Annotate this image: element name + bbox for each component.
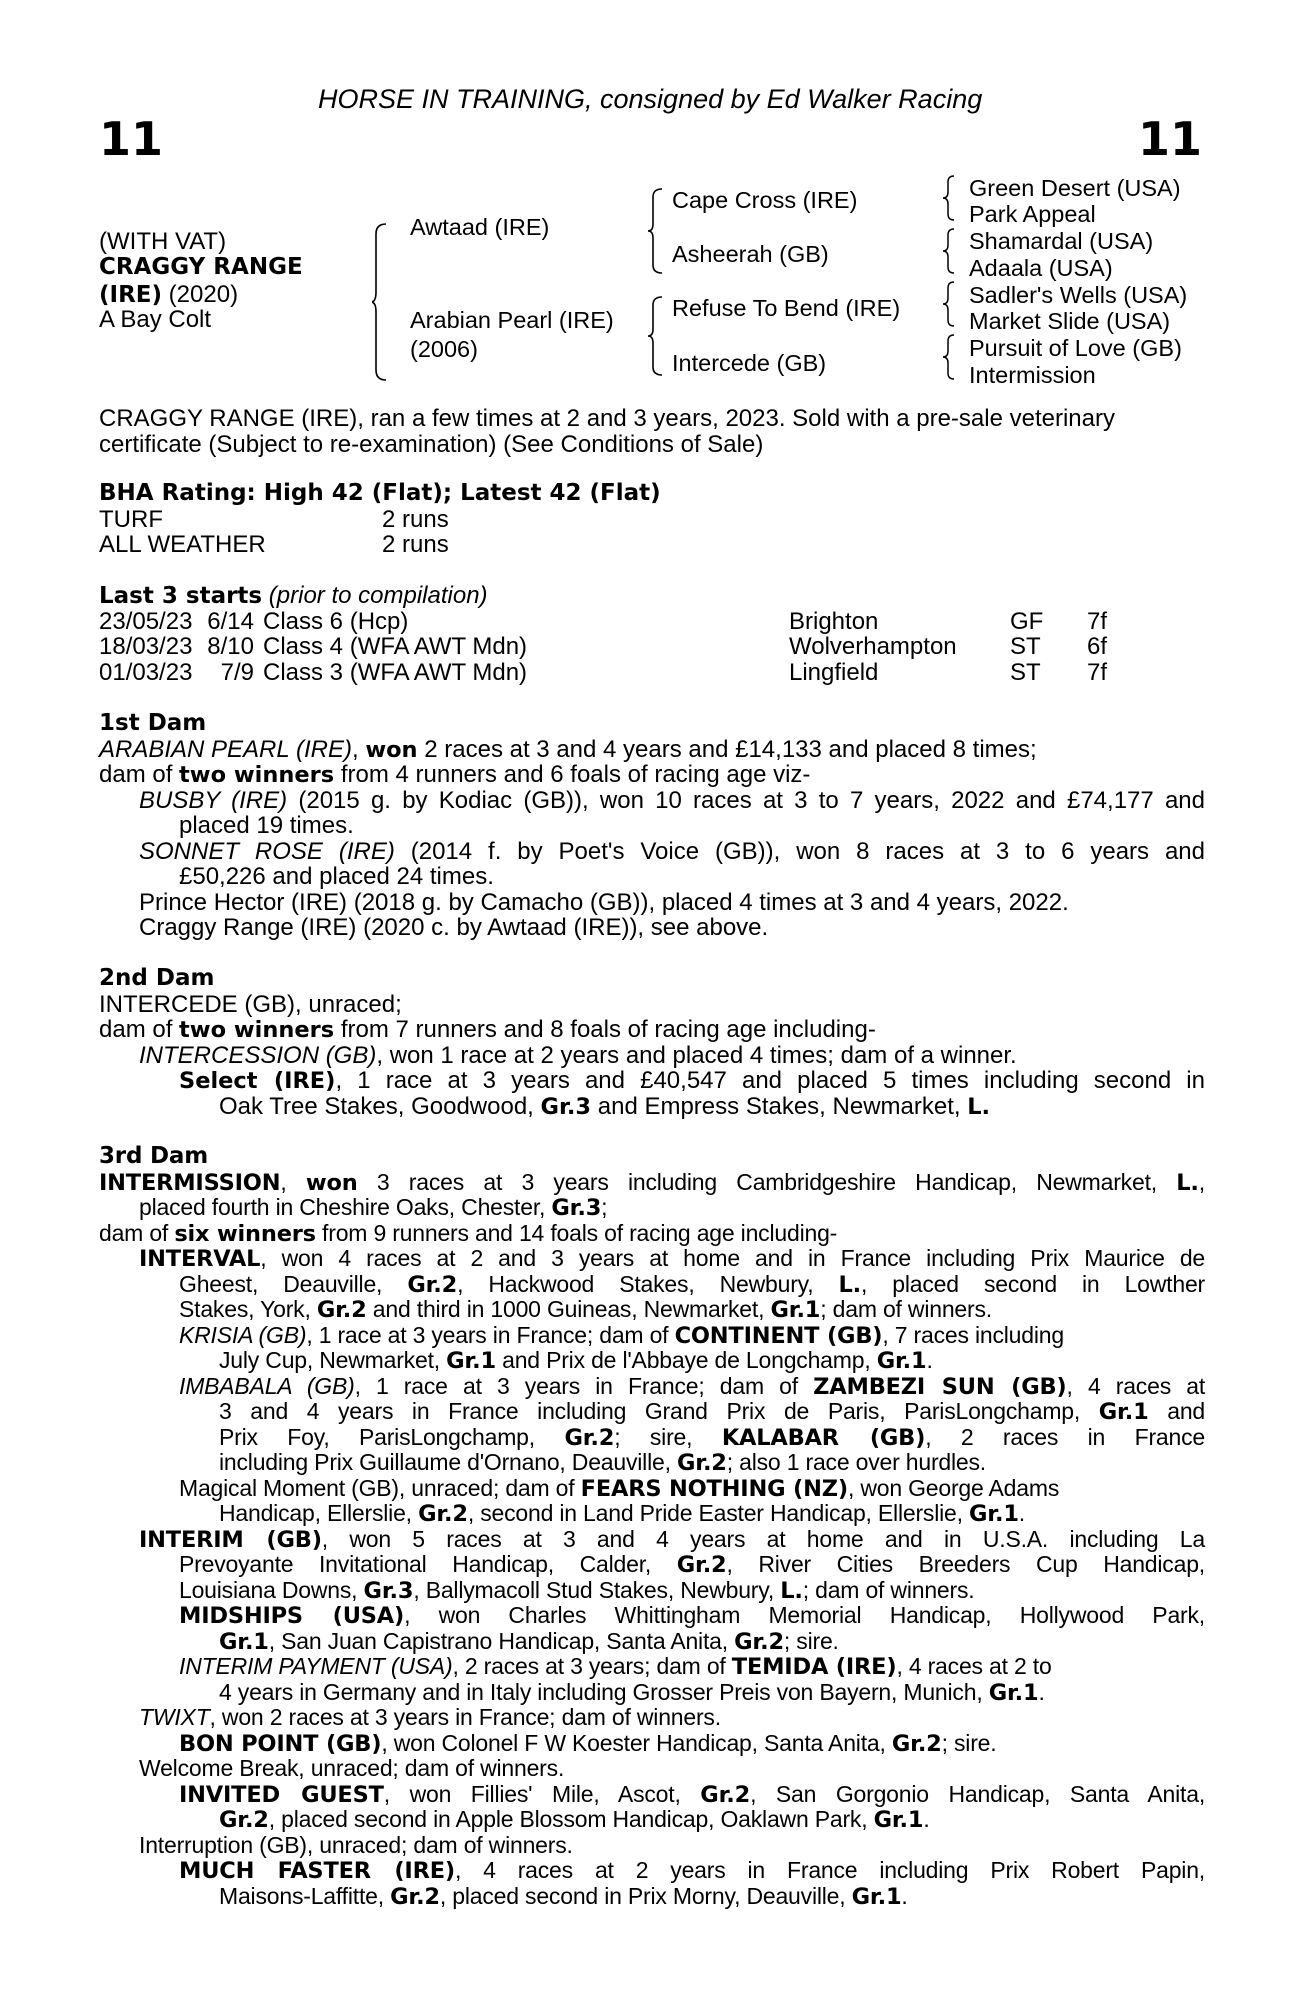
text-line xyxy=(99,1501,1205,1527)
start-course: Lingfield xyxy=(789,658,879,686)
text: , won 2 races at 3 years in France; dam of winners. xyxy=(209,1704,721,1730)
start-going: ST xyxy=(1010,658,1041,686)
text: Interruption (GB), unraced; dam of winners. xyxy=(139,1831,573,1858)
text: 4 years in Germany and in Italy including Grosser Preis von Bayern, Munich, xyxy=(219,1678,989,1705)
text: ; sire. xyxy=(783,1627,839,1654)
bold-text: L. xyxy=(780,1577,803,1604)
sire-parents-brace xyxy=(648,187,666,275)
bold-text: Gr.2 xyxy=(734,1628,784,1655)
text: Oak Tree Stakes, Goodwood, xyxy=(219,1092,541,1120)
horse-year: (2020) xyxy=(162,281,239,308)
text: , 4 races at 2 to xyxy=(896,1653,1052,1679)
text-line xyxy=(99,1654,1205,1680)
bold-text: Gr.2 xyxy=(390,1883,440,1910)
bold-text: Gr.2 xyxy=(676,1552,727,1578)
bha-rating-heading: BHA Rating: High 42 (Flat); Latest 42 (Flat) xyxy=(99,480,661,506)
bold-text: L. xyxy=(1176,1169,1199,1196)
text: . xyxy=(1038,1678,1045,1705)
vat-note: (WITH VAT) xyxy=(99,228,227,255)
text: Stakes, York, xyxy=(179,1296,317,1322)
bold-text: Gr.1 xyxy=(446,1348,496,1374)
italic-text: TWIXT xyxy=(139,1704,210,1730)
italic-text: KRISIA (GB) xyxy=(179,1321,307,1348)
text-line xyxy=(99,864,1205,890)
text-line xyxy=(99,1348,1205,1374)
bold-text: Gr.1 xyxy=(873,1807,924,1833)
text: . xyxy=(923,1806,930,1832)
text-line xyxy=(99,737,1205,763)
text: , placed second in Prix Morny, Deauville, xyxy=(439,1882,852,1909)
bold-text: L. xyxy=(838,1271,862,1298)
text: , 1 race at 3 years in France; dam of xyxy=(306,1321,675,1348)
bold-text: six winners xyxy=(174,1220,316,1247)
text: from 4 runners and 6 foals of racing age viz- xyxy=(334,761,811,788)
text: , won Fillies' Mile, Ascot, xyxy=(383,1780,701,1807)
text: ; dam of winners. xyxy=(802,1576,975,1603)
start-dist: 6f xyxy=(1087,633,1108,660)
text: , xyxy=(351,735,366,763)
text: ; sire. xyxy=(941,1729,997,1756)
start-class: Class 3 (WFA AWT Mdn) xyxy=(263,658,528,686)
italic-text: SONNET ROSE (IRE) xyxy=(139,837,395,865)
start-course: Wolverhampton xyxy=(789,633,957,660)
text: July Cup, Newmarket, xyxy=(219,1347,447,1373)
text: 3 races at 3 years including Cambridgeshire Handicap, Newmarket, xyxy=(357,1168,1177,1195)
start-row xyxy=(99,634,1127,660)
bold-text: Gr.1 xyxy=(988,1679,1039,1706)
text: 2 races at 3 and 4 years and £14,133 and placed 8 times; xyxy=(417,735,1037,763)
text: . xyxy=(1018,1500,1025,1526)
text-line xyxy=(99,1705,1205,1731)
italic-text: IMBABALA (GB) xyxy=(179,1372,355,1399)
text: INTERCEDE (GB), unraced; xyxy=(99,990,402,1018)
gen3-7: Pursuit of Love (GB) xyxy=(969,335,1182,361)
text-line xyxy=(99,992,1205,1018)
text-line xyxy=(99,1297,1205,1323)
text-line xyxy=(99,1578,1205,1604)
bold-text: ZAMBEZI SUN (GB) xyxy=(813,1373,1067,1400)
bold-text: FEARS NOTHING (NZ) xyxy=(580,1475,848,1502)
text-line xyxy=(99,1425,1205,1451)
italic-text: ARABIAN PEARL (IRE) xyxy=(99,735,352,763)
text: , 4 races at xyxy=(1066,1372,1206,1399)
horse-name: CRAGGY RANGE xyxy=(99,254,303,280)
text-line xyxy=(99,1399,1205,1425)
text-line xyxy=(99,1782,1205,1808)
bold-text: BON POINT (GB) xyxy=(179,1730,382,1757)
text: , 4 races at 2 years in France including Prix Robert Papin, xyxy=(454,1857,1205,1883)
italic-text: INTERCESSION (GB) xyxy=(139,1041,377,1069)
text: and third in 1000 Guineas, Newmarket, xyxy=(366,1296,771,1322)
text-line xyxy=(99,1017,1205,1043)
brace-intercede xyxy=(943,333,957,381)
rating-row xyxy=(99,507,1205,533)
text-line xyxy=(99,1221,1205,1247)
text-line xyxy=(99,1884,1205,1910)
text-line xyxy=(99,1552,1205,1578)
horse-origin-year xyxy=(99,282,238,309)
grandsire-sire: Cape Cross (IRE) xyxy=(672,187,858,213)
bold-text: Gr.1 xyxy=(770,1297,821,1323)
text: , placed second in Apple Blossom Handicap, Oaklawn Park, xyxy=(268,1806,874,1832)
horse-country: (IRE) xyxy=(99,282,163,308)
text: placed 19 times. xyxy=(179,812,354,839)
text: and Empress Stakes, Newmarket, xyxy=(591,1092,968,1120)
text-line xyxy=(99,1833,1205,1859)
text: , xyxy=(1198,1168,1205,1195)
lot-number-left: 11 xyxy=(99,112,164,166)
bold-text: TEMIDA (IRE) xyxy=(731,1654,897,1680)
text: and xyxy=(1148,1398,1206,1424)
text-line xyxy=(99,839,1205,865)
text: Prince Hector (IRE) (2018 g. by Camacho (GB)), placed 4 times at 3 and 4 years, 2022. xyxy=(139,888,1069,916)
horse-description: A Bay Colt xyxy=(99,306,212,333)
second-dam-section xyxy=(99,966,1205,1119)
text-line xyxy=(99,1450,1205,1476)
text: ; dam of winners. xyxy=(820,1296,992,1322)
start-pos: 6/14 xyxy=(207,607,254,635)
text: Magical Moment (GB), unraced; dam of xyxy=(179,1474,581,1501)
text: ; also 1 race over hurdles. xyxy=(726,1449,986,1475)
bold-text: KALABAR (GB) xyxy=(721,1424,926,1451)
text-line xyxy=(99,762,1205,788)
text: , won 5 races at 3 and 4 years at home and in U.S.A. including La xyxy=(321,1525,1205,1552)
start-dist: 7f xyxy=(1087,658,1108,686)
bold-text: Select (IRE) xyxy=(179,1068,336,1094)
text: Craggy Range (IRE) (2020 c. by Awtaad (IRE)), see above. xyxy=(139,914,769,941)
bold-text: Gr.2 xyxy=(219,1807,269,1833)
text-line xyxy=(99,1476,1205,1502)
bold-text: Gr.1 xyxy=(969,1501,1019,1527)
start-date: 01/03/23 xyxy=(99,658,193,686)
bold-text: two winners xyxy=(179,762,335,788)
summary-line: CRAGGY RANGE (IRE), ran a few times at 2 and 3 years, 2023. Sold with a pre-sale veterinary xyxy=(99,405,1115,432)
bold-text: Gr.1 xyxy=(1098,1399,1149,1425)
text: Gheest, Deauville, xyxy=(179,1270,408,1297)
text: , xyxy=(280,1168,306,1195)
bold-text: Gr.3 xyxy=(363,1577,414,1604)
text: . xyxy=(926,1347,933,1373)
italic-text: BUSBY (IRE) xyxy=(139,786,288,814)
granddam-dam: Intercede (GB) xyxy=(672,350,827,376)
bold-text: Gr.2 xyxy=(316,1297,367,1323)
bold-text: INTERVAL xyxy=(139,1246,261,1272)
text: dam of xyxy=(99,1016,180,1043)
lot-number-right: 11 xyxy=(1137,112,1202,166)
brace-asheerah xyxy=(943,227,957,275)
summary-line: certificate (Subject to re-examination) (See Conditions of Sale) xyxy=(99,430,764,458)
text-line xyxy=(99,1858,1205,1884)
text: , 2 races in France xyxy=(925,1423,1205,1450)
grandsire-dam: Refuse To Bend (IRE) xyxy=(672,295,901,321)
rating-surface: ALL WEATHER xyxy=(99,531,266,558)
text: including Prix Guillaume d'Ornano, Deauville, xyxy=(219,1449,677,1475)
bold-text: Gr.2 xyxy=(407,1271,458,1298)
text-line xyxy=(99,1323,1205,1349)
text-line xyxy=(99,1731,1205,1757)
bold-text: Gr.3 xyxy=(540,1093,592,1120)
dam-parents-brace xyxy=(648,295,666,377)
text-line xyxy=(99,1374,1205,1400)
brace-refuse-to-bend xyxy=(943,280,957,328)
dam-name: Arabian Pearl (IRE) xyxy=(410,307,614,333)
bha-rating-section xyxy=(99,481,1205,558)
text: ; sire, xyxy=(614,1423,722,1450)
bold-text: MUCH FASTER (IRE) xyxy=(179,1858,455,1884)
bold-text: Gr.2 xyxy=(891,1730,942,1757)
text: (2015 g. by Kodiac (GB)), won 10 races at 3 to 7 years, 2022 and £74,177 and xyxy=(287,786,1205,814)
text: . xyxy=(901,1882,908,1909)
bold-text: CONTINENT (GB) xyxy=(674,1322,883,1349)
bold-text: INTERMISSION xyxy=(99,1169,281,1196)
text: £50,226 and placed 24 times. xyxy=(179,863,494,890)
start-date: 23/05/23 xyxy=(99,607,193,635)
text-line xyxy=(99,1170,1205,1196)
text: , won 1 race at 2 years and placed 4 times; dam of a winner. xyxy=(376,1041,1017,1069)
text: ; xyxy=(601,1194,608,1220)
text: , River Cities Breeders Cup Handicap, xyxy=(726,1551,1205,1577)
text: Prevoyante Invitational Handicap, Calder, xyxy=(179,1551,677,1577)
bold-text: Gr.1 xyxy=(876,1348,927,1374)
text-line xyxy=(99,1272,1205,1298)
text: dam of xyxy=(99,761,180,788)
text-line xyxy=(99,788,1205,814)
start-going: ST xyxy=(1010,633,1041,660)
text-line xyxy=(99,1094,1205,1120)
gen3-8: Intermission xyxy=(969,362,1096,388)
first-dam-heading: 1st Dam xyxy=(99,710,207,736)
bold-text: Gr.2 xyxy=(418,1501,468,1527)
gen3-1: Green Desert (USA) xyxy=(969,175,1181,201)
text: , 2 races at 3 years; dam of xyxy=(452,1653,732,1679)
text: , San Juan Capistrano Handicap, Santa Anita, xyxy=(268,1627,735,1654)
bold-text: Gr.2 xyxy=(700,1781,751,1808)
second-dam-heading: 2nd Dam xyxy=(99,965,215,991)
bold-text: won xyxy=(305,1169,358,1196)
bold-text: L. xyxy=(967,1093,991,1120)
text: Maisons-Laffitte, xyxy=(219,1882,391,1909)
gen3-2: Park Appeal xyxy=(969,201,1096,227)
page-title: HORSE IN TRAINING, consigned by Ed Walker Racing xyxy=(318,84,983,114)
start-date: 18/03/23 xyxy=(99,633,193,660)
bold-text: won xyxy=(365,736,418,763)
text-line xyxy=(99,1043,1205,1069)
bold-text: two winners xyxy=(179,1017,335,1043)
text: , won George Adams xyxy=(847,1474,1060,1501)
text: (2014 f. by Poet's Voice (GB)), won 8 races at 3 to 6 years and xyxy=(394,837,1205,865)
text-line xyxy=(99,813,1205,839)
text-line xyxy=(99,1195,1205,1221)
granddam-sire: Asheerah (GB) xyxy=(672,241,829,267)
text-line xyxy=(99,915,1205,941)
text-line xyxy=(99,1680,1205,1706)
text: from 7 runners and 8 foals of racing age including- xyxy=(334,1016,876,1043)
last-starts-heading-line xyxy=(99,583,1205,609)
start-going: GF xyxy=(1010,607,1044,635)
start-course: Brighton xyxy=(789,607,879,635)
text-line xyxy=(99,890,1205,916)
bold-text: Gr.3 xyxy=(551,1195,602,1221)
last-starts-section xyxy=(99,583,1205,685)
third-dam-section xyxy=(99,1144,1205,1909)
text: from 9 runners and 14 foals of racing age including- xyxy=(315,1219,838,1246)
rating-runs: 2 runs xyxy=(382,531,449,558)
gen3-4: Adaala (USA) xyxy=(969,255,1113,281)
text: , second in Land Pride Easter Handicap, Ellerslie, xyxy=(467,1500,970,1526)
text: 3 and 4 years in France including Grand Prix de Paris, ParisLongchamp, xyxy=(219,1398,1099,1424)
gen3-3: Shamardal (USA) xyxy=(969,228,1154,254)
text: , 1 race at 3 years in France; dam of xyxy=(354,1372,814,1399)
text-line xyxy=(99,1603,1205,1629)
start-row xyxy=(99,660,1127,686)
bold-text: Gr.2 xyxy=(564,1424,615,1451)
last-starts-heading: Last 3 starts xyxy=(99,583,263,609)
text: , San Gorgonio Handicap, Santa Anita, xyxy=(750,1780,1206,1807)
rating-row xyxy=(99,532,1205,558)
gen3-5: Sadler's Wells (USA) xyxy=(969,282,1188,308)
last-starts-table xyxy=(99,609,1127,686)
text: , 7 races including xyxy=(882,1321,1064,1348)
rating-runs: 2 runs xyxy=(382,505,449,533)
text: and Prix de l'Abbaye de Longchamp, xyxy=(495,1347,877,1373)
third-dam-heading: 3rd Dam xyxy=(99,1143,208,1169)
text: , 1 race at 3 years and £40,547 and placed 5 times including second in xyxy=(335,1067,1205,1094)
text: , won Charles Whittingham Memorial Handicap, Hollywood Park, xyxy=(404,1602,1205,1628)
text-line xyxy=(99,1246,1205,1272)
sire-dam-brace xyxy=(372,222,390,382)
start-pos: 8/10 xyxy=(207,633,254,660)
brace-cape-cross xyxy=(943,174,957,222)
text: , Hackwood Stakes, Newbury, xyxy=(457,1270,839,1297)
text: Prix Foy, ParisLongchamp, xyxy=(219,1423,565,1450)
text-line xyxy=(99,1756,1205,1782)
text: , Ballymacoll Stud Stakes, Newbury, xyxy=(413,1576,781,1603)
start-dist: 7f xyxy=(1087,607,1108,635)
text-line xyxy=(99,1629,1205,1655)
text-line xyxy=(99,1068,1205,1094)
text-line xyxy=(99,1527,1205,1553)
italic-text: INTERIM PAYMENT (USA) xyxy=(179,1653,453,1679)
bold-text: INVITED GUEST xyxy=(179,1781,384,1808)
text: Welcome Break, unraced; dam of winners. xyxy=(139,1755,565,1781)
last-starts-note: (prior to compilation) xyxy=(262,582,488,609)
sire-name: Awtaad (IRE) xyxy=(410,214,550,240)
dam-year: (2006) xyxy=(410,336,478,362)
race-summary xyxy=(99,406,1205,457)
start-class: Class 6 (Hcp) xyxy=(263,607,409,635)
bold-text: Gr.1 xyxy=(219,1628,269,1655)
bold-text: Gr.2 xyxy=(676,1450,727,1476)
text: , won 4 races at 2 and 3 years at home and in France including Prix Maurice de xyxy=(260,1245,1205,1271)
first-dam-section xyxy=(99,711,1205,941)
text: dam of xyxy=(99,1219,175,1246)
gen3-6: Market Slide (USA) xyxy=(969,308,1171,334)
rating-surface: TURF xyxy=(99,505,163,533)
text: , placed second in Lowther xyxy=(861,1270,1205,1297)
text: placed fourth in Cheshire Oaks, Chester, xyxy=(139,1194,552,1220)
text: Louisiana Downs, xyxy=(179,1576,364,1603)
text: , won Colonel F W Koester Handicap, Santa Anita, xyxy=(381,1729,892,1756)
start-row xyxy=(99,609,1127,635)
start-pos: 7/9 xyxy=(220,658,254,686)
bold-text: INTERIM (GB) xyxy=(139,1526,322,1553)
start-class: Class 4 (WFA AWT Mdn) xyxy=(263,633,528,660)
text: Handicap, Ellerslie, xyxy=(219,1500,419,1526)
text-line xyxy=(99,1807,1205,1833)
bold-text: Gr.1 xyxy=(851,1883,902,1910)
bold-text: MIDSHIPS (USA) xyxy=(179,1603,405,1629)
